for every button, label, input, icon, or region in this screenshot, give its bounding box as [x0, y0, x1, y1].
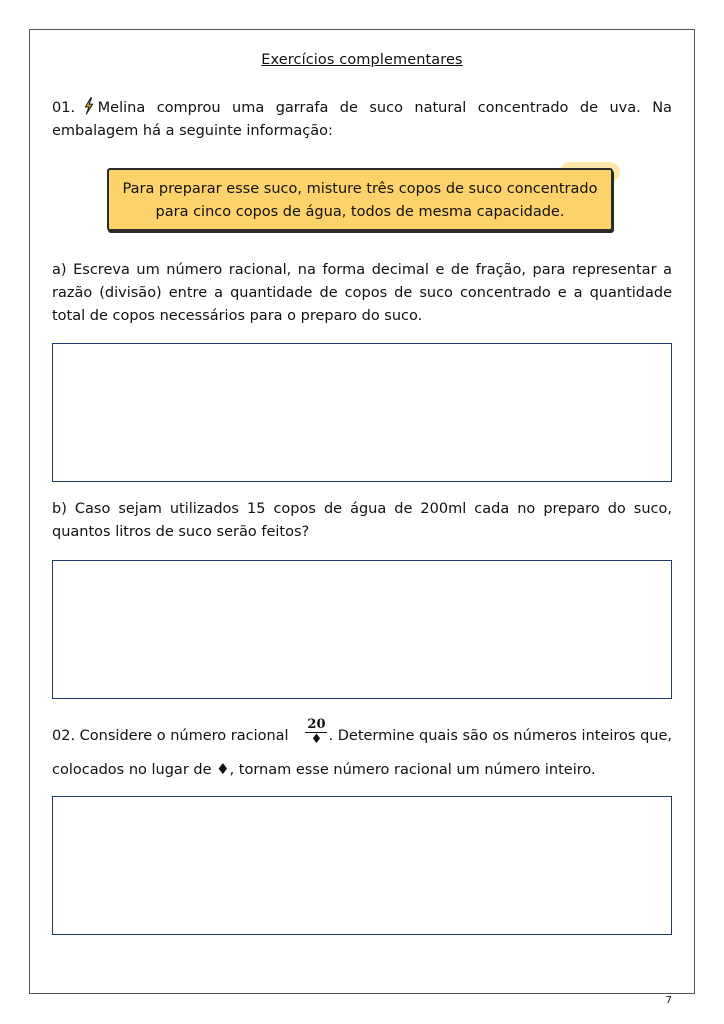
- q2-after-fraction: . Determine quais são os números inteiros que,: [328, 728, 672, 744]
- q2-line2-end: , tornam esse número racional um número inteiro.: [229, 762, 596, 778]
- q2-line2-start: colocados no lugar de: [52, 762, 212, 778]
- q1-intro-line1: [52, 97, 672, 120]
- callout-line2: para cinco copos de água, todos de mesma capacidade.: [155, 204, 565, 220]
- q2-line1: [52, 717, 672, 751]
- diamond-icon: ♦: [216, 760, 230, 778]
- q1-intro-word: concentrado: [477, 100, 569, 116]
- q2-lead: 02. Considere o número racional: [52, 728, 289, 744]
- lightning-bolt-icon: [82, 97, 96, 115]
- q1-intro-line2: embalagem há a seguinte informação:: [52, 123, 333, 139]
- q1-intro: [52, 97, 672, 143]
- answer-box-q1a[interactable]: [52, 343, 672, 482]
- q1-intro-word: natural: [414, 100, 467, 116]
- answer-box-q1b[interactable]: [52, 560, 672, 699]
- q1-intro-word: Na: [652, 100, 672, 116]
- q1-intro-word: uva.: [609, 100, 641, 116]
- page-number: 7: [665, 995, 672, 1006]
- page-title: Exercícios complementares: [261, 52, 463, 68]
- q1-intro-word: garrafa: [275, 100, 329, 116]
- q2-fraction-group: [304, 717, 672, 751]
- diamond-icon: ♦: [310, 732, 323, 747]
- info-callout: [107, 168, 613, 231]
- fraction: [305, 717, 327, 747]
- q2-line2: [52, 757, 672, 782]
- q1-intro-word: de: [579, 100, 599, 116]
- q1b-text: b) Caso sejam utilizados 15 copos de água de 200ml cada no preparo do suco, quantos litros de suco serão feitos?: [52, 501, 672, 540]
- q2-text: [52, 717, 672, 782]
- q1a-text: a) Escreva um número racional, na forma decimal e de fração, para representar a razão (divisão) entre a quantidade de copos de suco concentrado e a quantidade total de copos necessários para o preparo do suco.: [52, 262, 672, 324]
- q1-number: 01. Melina: [52, 97, 145, 120]
- q1-intro-word: uma: [232, 100, 265, 116]
- q1-intro-word: suco: [369, 100, 403, 116]
- fraction-numerator: 20: [307, 717, 326, 732]
- answer-box-q2[interactable]: [52, 796, 672, 935]
- q1-intro-word: de: [339, 100, 358, 116]
- q1-intro-word: comprou: [156, 100, 221, 116]
- callout-line1: Para preparar esse suco, misture três copos de suco concentrado: [122, 181, 598, 197]
